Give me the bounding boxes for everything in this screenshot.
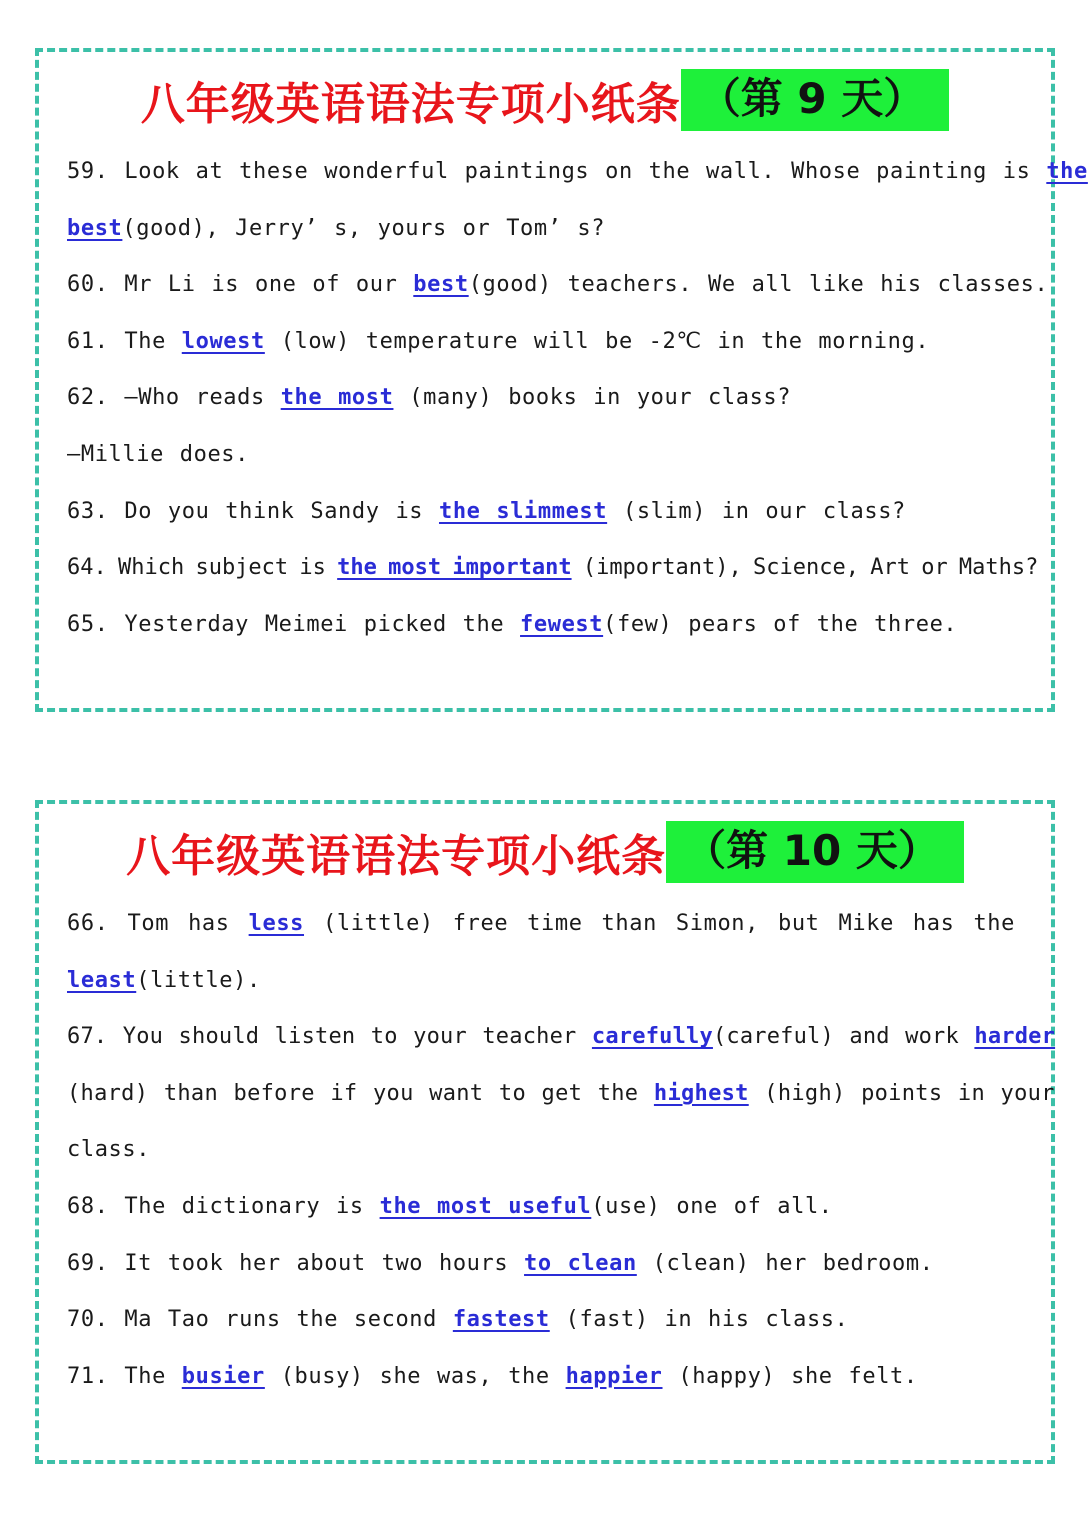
answer-text: highest <box>653 1080 749 1106</box>
exercise-line <box>67 1292 1015 1349</box>
answer-text: to clean <box>524 1250 637 1276</box>
exercise-line <box>67 484 1015 541</box>
line-text: (important), Science, Art or Maths? <box>571 555 1039 581</box>
answer-text: fastest <box>452 1307 550 1333</box>
line-text: (little). <box>136 967 261 993</box>
line-text: 61. The <box>67 328 182 354</box>
exercise-line <box>67 201 1015 258</box>
exercise-line <box>67 1122 1015 1179</box>
line-text: (busy) she was, the <box>264 1363 566 1389</box>
line-text: 59. Look at these wonderful paintings on the wall. Whose painting is <box>67 159 1047 184</box>
line-text: (hard) than before if you want to get the <box>67 1080 654 1106</box>
line-text: (many) books in your class? <box>393 385 792 411</box>
answer-text: the most <box>280 385 394 411</box>
exercise-line <box>67 1349 1015 1406</box>
exercise-line <box>67 427 1015 484</box>
line-text: 64. Which subject is <box>67 555 338 581</box>
line-text: 65. Yesterday Meimei picked the <box>67 611 521 637</box>
exercise-line <box>67 314 1015 371</box>
answer-text: the most useful <box>379 1193 592 1219</box>
exercise-line <box>67 1236 1015 1293</box>
line-text: —Millie does. <box>67 441 249 467</box>
exercise-line <box>67 953 1015 1010</box>
line-text: 60. Mr Li is one of our <box>67 272 414 298</box>
line-text: (little) free time than Simon, but Mike has the <box>304 911 1015 936</box>
answer-text: fewest <box>520 611 604 637</box>
answer-text: harder <box>974 1024 1056 1050</box>
card-title-row <box>39 820 1051 884</box>
line-text: (good), Jerry’ s, yours or Tom’ s? <box>122 215 606 241</box>
day-badge: （第 10 天） <box>666 821 964 883</box>
line-text: (slim) in our class? <box>607 498 906 524</box>
exercise-line <box>67 144 1088 201</box>
line-text: (careful) and work <box>712 1024 975 1050</box>
line-text: (clean) her bedroom. <box>636 1250 934 1276</box>
exercise-line <box>67 257 1049 314</box>
card-title: 八年级英语语法专项小纸条 <box>126 831 667 882</box>
card-title-row <box>39 68 1051 132</box>
line-text: 66. Tom has <box>67 911 249 936</box>
answer-text: the <box>1046 159 1088 184</box>
line-text: (fast) in his class. <box>549 1307 849 1333</box>
line-text: (low) temperature will be -2℃ in the morning. <box>264 328 930 354</box>
exercise-line <box>67 896 1015 953</box>
answer-text: happier <box>565 1363 663 1389</box>
line-text: (happy) she felt. <box>662 1363 918 1389</box>
day-badge: （第 9 天） <box>681 69 949 131</box>
answer-text: best <box>67 215 123 241</box>
grammar-card-day-10 <box>35 800 1055 1464</box>
exercise-line <box>67 370 1015 427</box>
exercise-line <box>67 1009 1056 1066</box>
exercise-line <box>67 597 1015 654</box>
line-text: 69. It took her about two hours <box>67 1250 525 1276</box>
line-text: 63. Do you think Sandy is <box>67 498 439 524</box>
line-text: (few) pears of the three. <box>603 611 958 637</box>
answer-text: the slimmest <box>438 498 608 524</box>
line-text: 68. The dictionary is <box>67 1193 380 1219</box>
exercise-line <box>67 1066 1055 1123</box>
exercise-line <box>67 540 1039 597</box>
exercise-list <box>67 896 1056 1405</box>
line-text: (good) teachers. We all like his classes. <box>468 272 1049 298</box>
answer-text: less <box>248 911 305 936</box>
line-text: 67. You should listen to your teacher <box>67 1024 592 1050</box>
line-text: class. <box>67 1137 151 1163</box>
line-text: (high) points in your <box>748 1080 1055 1106</box>
exercise-line <box>67 1179 1015 1236</box>
line-text: 70. Ma Tao runs the second <box>67 1307 453 1333</box>
answer-text: carefully <box>591 1024 713 1050</box>
exercise-list <box>67 144 1088 653</box>
line-text: (use) one of all. <box>591 1193 833 1219</box>
answer-text: busier <box>181 1363 265 1389</box>
answer-text: the most important <box>337 555 572 581</box>
line-text: 71. The <box>67 1363 182 1389</box>
line-text: 62. —Who reads <box>67 385 281 411</box>
answer-text: lowest <box>181 328 265 354</box>
answer-text: best <box>413 272 469 298</box>
answer-text: least <box>67 967 137 993</box>
grammar-card-day-9 <box>35 48 1088 712</box>
card-title: 八年级英语语法专项小纸条 <box>140 79 681 130</box>
